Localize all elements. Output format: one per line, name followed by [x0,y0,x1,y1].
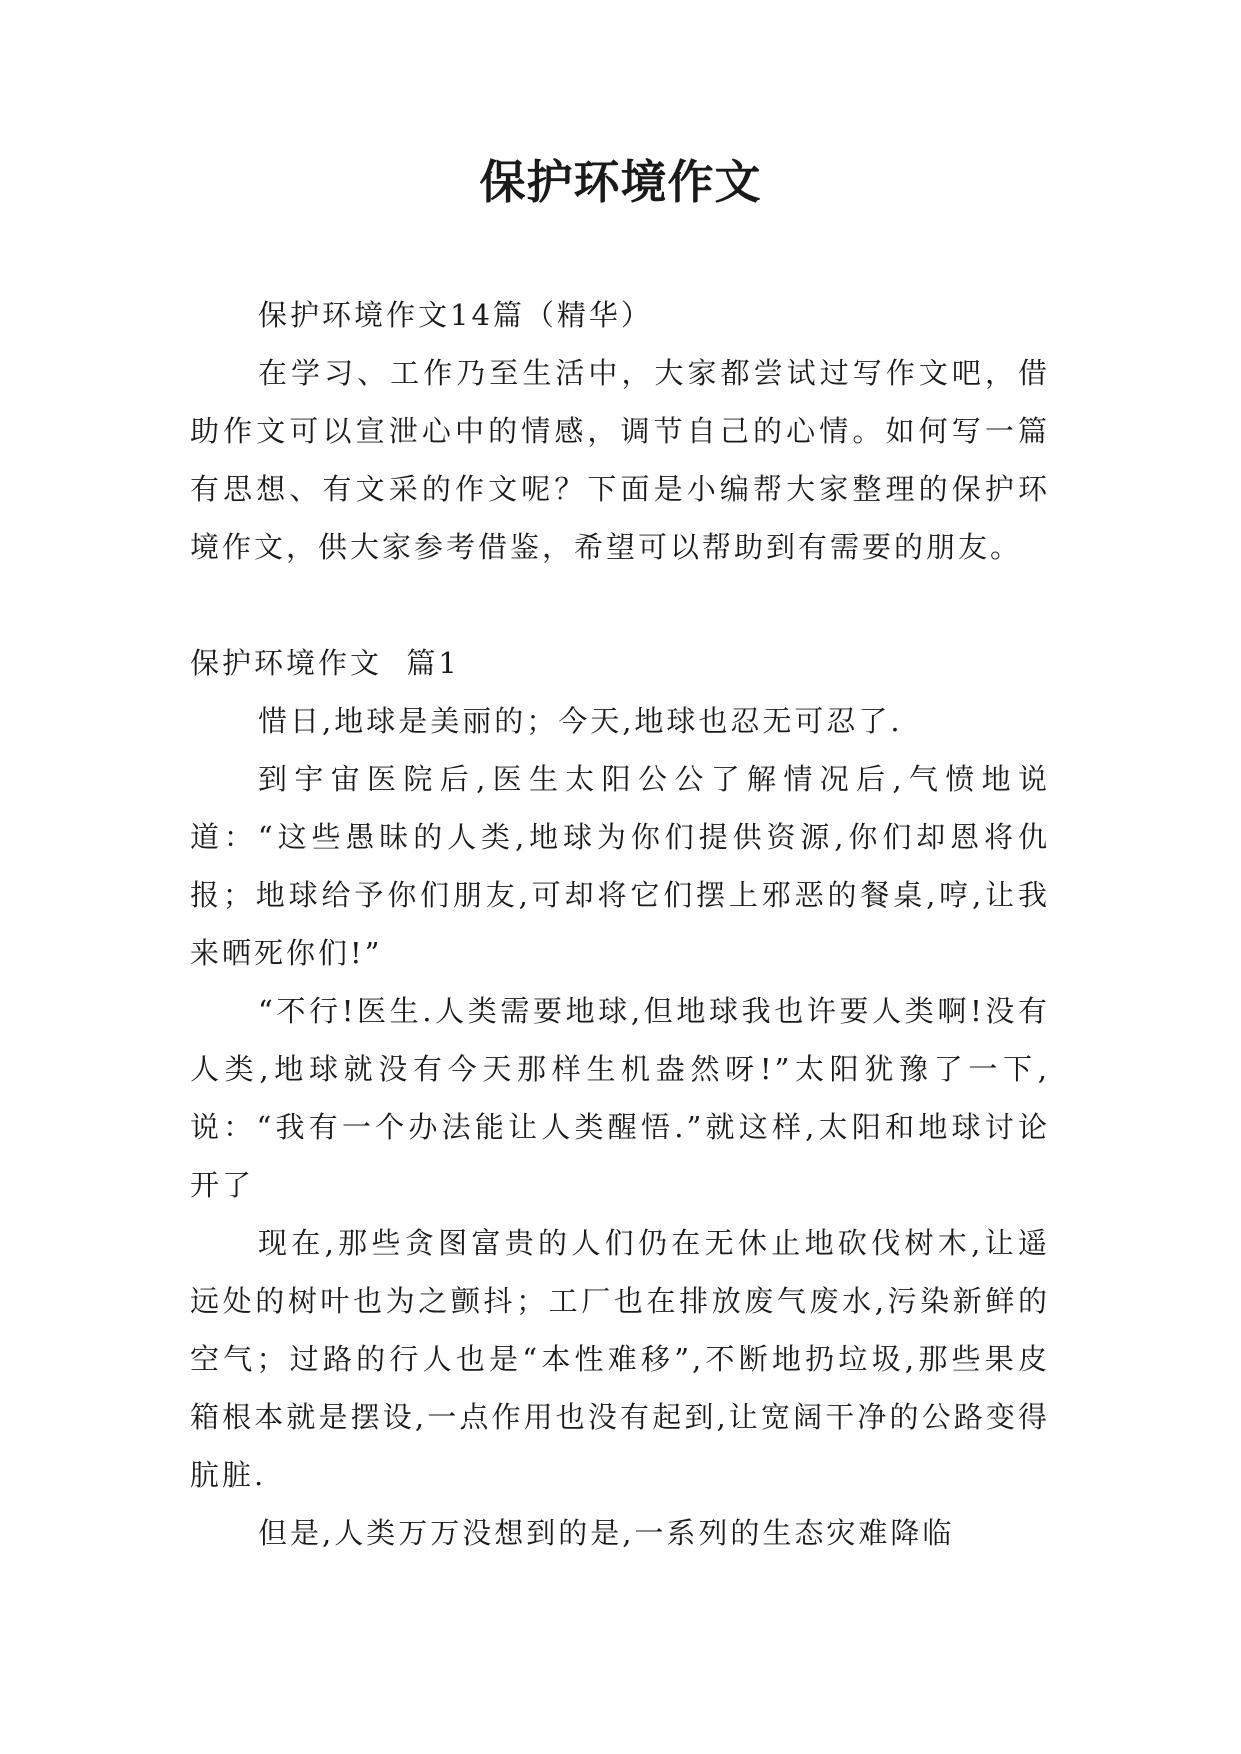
paragraph-3: “不行!医生.人类需要地球,但地球我也许要人类啊!没有人类,地球就没有今天那样生机盎然呀!”太阳犹豫了一下,说：“我有一个办法能让人类醒悟.”就这样,太阳和地球讨论开了 [190,994,1050,1202]
intro-paragraph: 在学习、工作乃至生活中，大家都尝试过写作文吧，借助作文可以宣泄心中的情感，调节自己的心情。如何写一篇有思想、有文采的作文呢？下面是小编帮大家整理的保护环境作文，供大家参考借鉴，希望可以帮助到有需要的朋友。 [190,356,1050,564]
paragraph-4: 现在,那些贪图富贵的人们仍在无休止地砍伐树木,让遥远处的树叶也为之颤抖；工厂也在排放废气废水,污染新鲜的空气；过路的行人也是“本性难移”,不断地扔垃圾,那些果皮箱根本就是摆设,一点作用也没有起到,让宽阔干净的公路变得肮脏. [190,1226,1050,1492]
paragraph-2: 到宇宙医院后,医生太阳公公了解情况后,气愤地说道：“这些愚昧的人类,地球为你们提供资源,你们却恩将仇报；地球给予你们朋友,可却将它们摆上邪恶的餐桌,哼,让我来晒死你们!” [190,762,1050,970]
document-title: 保护环境作文 [479,155,762,209]
section-heading: 保护环境作文 篇1 [190,646,460,680]
paragraph-5: 但是,人类万万没想到的是,一系列的生态灾难降临 [258,1516,955,1550]
subtitle: 保护环境作文14篇（精华） [258,298,653,332]
paragraph-1: 惜日,地球是美丽的；今天,地球也忍无可忍了. [258,704,903,738]
document-body [190,286,1050,1562]
